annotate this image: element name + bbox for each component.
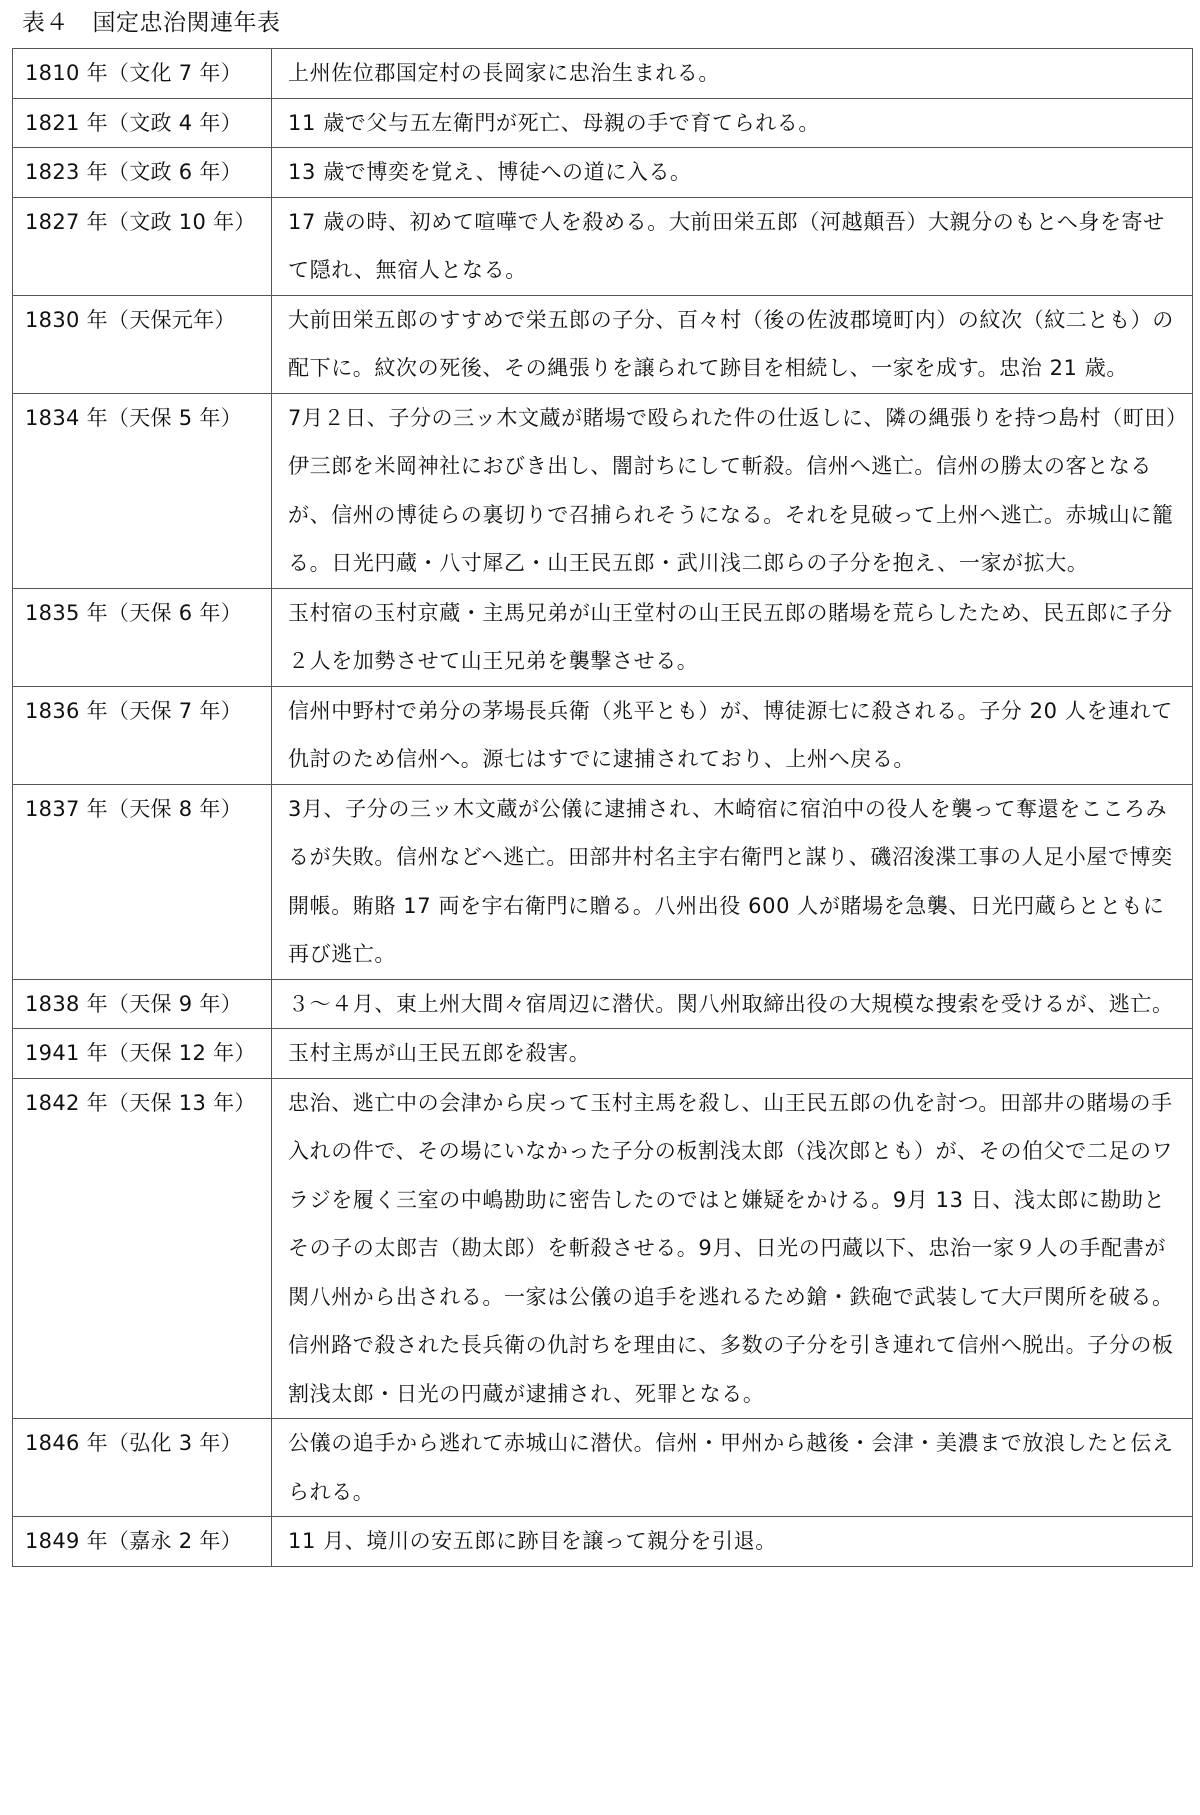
table-row bbox=[13, 295, 1193, 393]
table-row bbox=[13, 393, 1193, 588]
table-row bbox=[13, 784, 1193, 979]
year-cell: 1827 年（文政 10 年） bbox=[13, 197, 272, 295]
event-cell: 玉村主馬が山王民五郎を殺害。 bbox=[272, 1029, 1193, 1079]
table-row bbox=[13, 1029, 1193, 1079]
table-row bbox=[13, 49, 1193, 99]
chronology-table bbox=[12, 48, 1193, 1567]
event-cell: 17 歳の時、初めて喧嘩で人を殺める。大前田栄五郎（河越顛吾）大親分のもとへ身を寄せて隠れ、無宿人となる。 bbox=[272, 197, 1193, 295]
table-row bbox=[13, 686, 1193, 784]
year-cell: 1810 年（文化 7 年） bbox=[13, 49, 272, 99]
year-cell: 1823 年（文政 6 年） bbox=[13, 148, 272, 198]
chronology-body bbox=[13, 49, 1193, 1567]
table-row bbox=[13, 979, 1193, 1029]
event-cell: 上州佐位郡国定村の長岡家に忠治生まれる。 bbox=[272, 49, 1193, 99]
table-caption: 表４ 国定忠治関連年表 bbox=[22, 10, 281, 36]
year-cell: 1836 年（天保 7 年） bbox=[13, 686, 272, 784]
event-cell: 玉村宿の玉村京蔵・主馬兄弟が山王堂村の山王民五郎の賭場を荒らしたため、民五郎に子分２人を加勢させて山王兄弟を襲撃させる。 bbox=[272, 588, 1193, 686]
year-cell: 1834 年（天保 5 年） bbox=[13, 393, 272, 588]
year-cell: 1830 年（天保元年） bbox=[13, 295, 272, 393]
table-row bbox=[13, 148, 1193, 198]
event-cell: 信州中野村で弟分の茅場長兵衛（兆平とも）が、博徒源七に殺される。子分 20 人を連れて仇討のため信州へ。源七はすでに逮捕されており、上州へ戻る。 bbox=[272, 686, 1193, 784]
table-row bbox=[13, 588, 1193, 686]
year-cell: 1846 年（弘化 3 年） bbox=[13, 1419, 272, 1517]
event-cell: 忠治、逃亡中の会津から戻って玉村主馬を殺し、山王民五郎の仇を討つ。田部井の賭場の手入れの件で、その場にいなかった子分の板割浅太郎（浅次郎とも）が、その伯父で二足のワラジを履く三室の中嶋勘助に密告したのではと嫌疑をかける。9月 13 日、浅太郎に勘助とその子の太郎吉（勘太郎）を斬殺させる。9月、日光の円蔵以下、忠治一家９人の手配書が関八州から出される。一家は公儀の追手を逃れるため鎗・鉄砲で武装して大戸関所を破る。信州路で殺された長兵衛の仇討ちを理由に、多数の子分を引き連れて信州へ脱出。子分の板割浅太郎・日光の円蔵が逮捕され、死罪となる。 bbox=[272, 1078, 1193, 1419]
year-cell: 1838 年（天保 9 年） bbox=[13, 979, 272, 1029]
year-cell: 1835 年（天保 6 年） bbox=[13, 588, 272, 686]
year-cell: 1941 年（天保 12 年） bbox=[13, 1029, 272, 1079]
table-row bbox=[13, 98, 1193, 148]
event-cell: 11 月、境川の安五郎に跡目を譲って親分を引退。 bbox=[272, 1517, 1193, 1567]
table-row bbox=[13, 197, 1193, 295]
table-row bbox=[13, 1517, 1193, 1567]
event-cell: 11 歳で父与五左衛門が死亡、母親の手で育てられる。 bbox=[272, 98, 1193, 148]
event-cell: 大前田栄五郎のすすめで栄五郎の子分、百々村（後の佐波郡境町内）の紋次（紋二とも）の配下に。紋次の死後、その縄張りを譲られて跡目を相続し、一家を成す。忠治 21 歳。 bbox=[272, 295, 1193, 393]
year-cell: 1837 年（天保 8 年） bbox=[13, 784, 272, 979]
table-row bbox=[13, 1419, 1193, 1517]
event-cell: 7月２日、子分の三ッ木文蔵が賭場で殴られた件の仕返しに、隣の縄張りを持つ島村（町田）伊三郎を米岡神社におびき出し、闇討ちにして斬殺。信州へ逃亡。信州の勝太の客となるが、信州の博徒らの裏切りで召捕られそうになる。それを見破って上州へ逃亡。赤城山に籠る。日光円蔵・八寸犀乙・山王民五郎・武川浅二郎らの子分を抱え、一家が拡大。 bbox=[272, 393, 1193, 588]
event-cell: 3月、子分の三ッ木文蔵が公儀に逮捕され、木崎宿に宿泊中の役人を襲って奪還をこころみるが失敗。信州などへ逃亡。田部井村名主宇右衛門と謀り、磯沼浚渫工事の人足小屋で博奕開帳。賄賂 17 両を宇右衛門に贈る。八州出役 600 人が賭場を急襲、日光円蔵らとともに再び逃亡。 bbox=[272, 784, 1193, 979]
table-row bbox=[13, 1078, 1193, 1419]
year-cell: 1842 年（天保 13 年） bbox=[13, 1078, 272, 1419]
event-cell: ３～４月、東上州大間々宿周辺に潜伏。関八州取締出役の大規模な捜索を受けるが、逃亡。 bbox=[272, 979, 1193, 1029]
year-cell: 1849 年（嘉永 2 年） bbox=[13, 1517, 272, 1567]
event-cell: 13 歳で博奕を覚え、博徒への道に入る。 bbox=[272, 148, 1193, 198]
event-cell: 公儀の追手から逃れて赤城山に潜伏。信州・甲州から越後・会津・美濃まで放浪したと伝えられる。 bbox=[272, 1419, 1193, 1517]
year-cell: 1821 年（文政 4 年） bbox=[13, 98, 272, 148]
